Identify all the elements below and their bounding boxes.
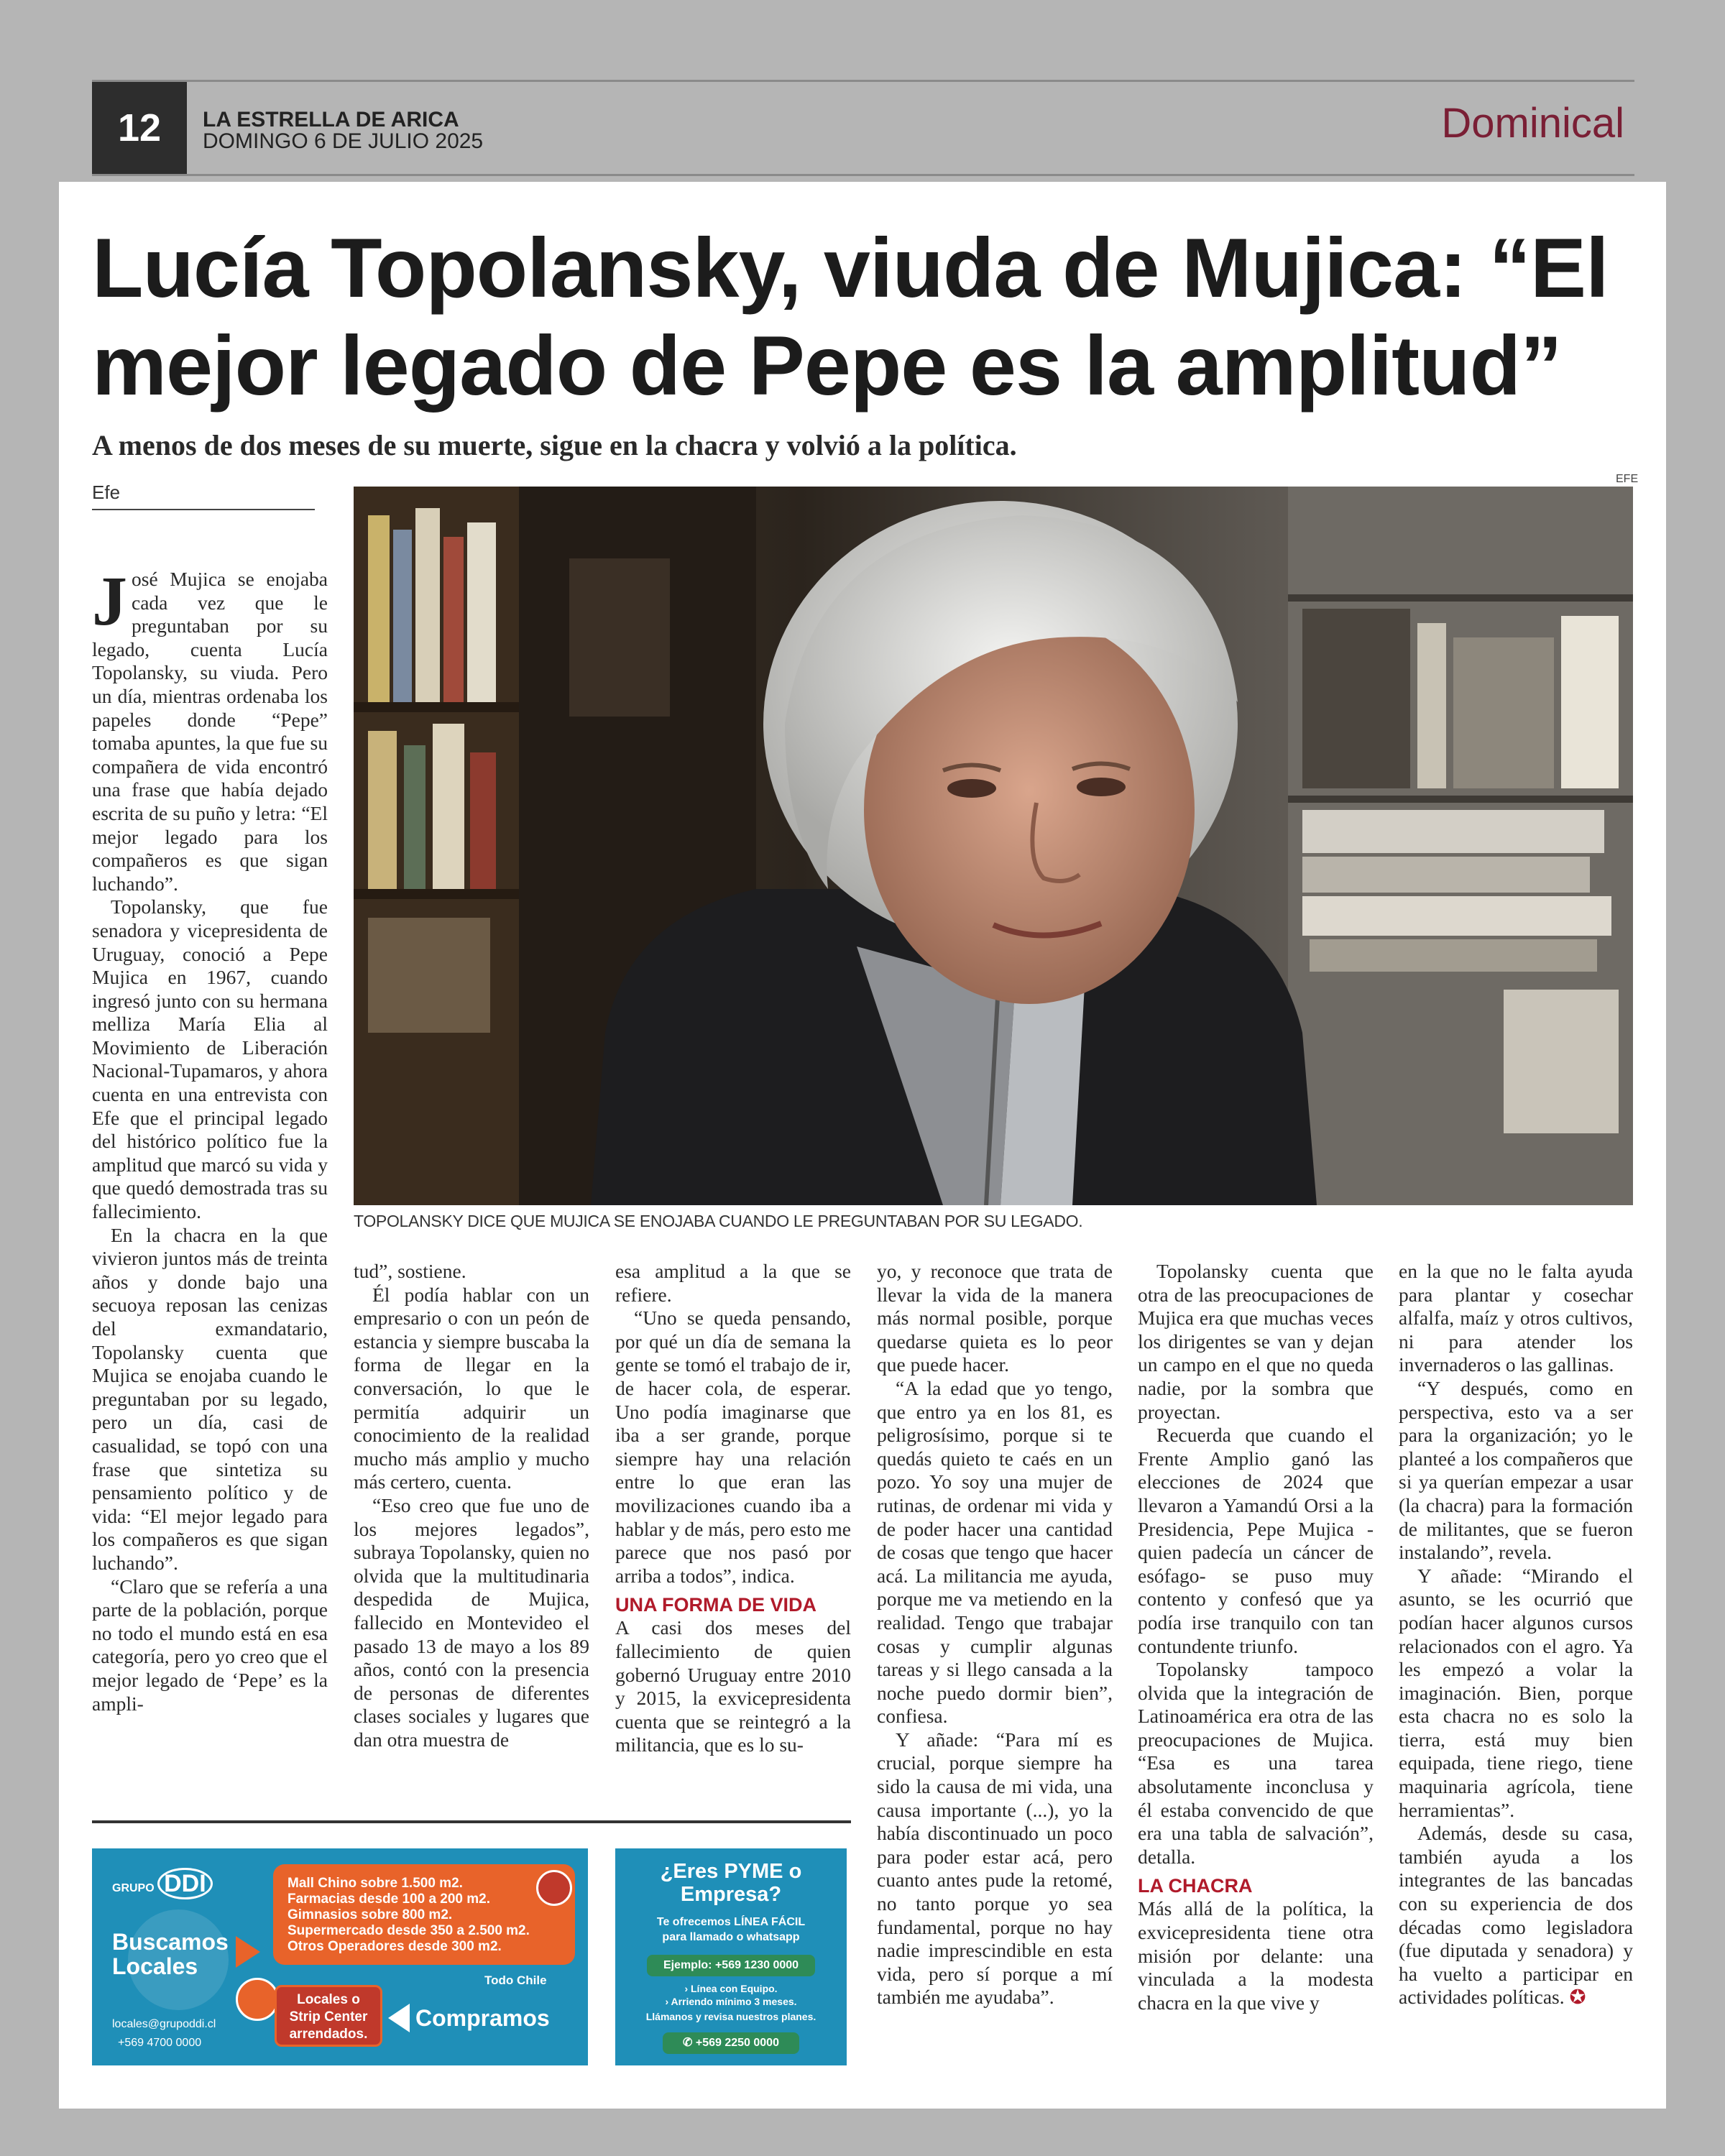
article-paragraph: esa amplitud a la que se refiere. [615,1260,851,1306]
pyme-call-text: Llámanos y revisa nuestros planes. [645,2011,816,2022]
pyme-phone-box[interactable] [663,2032,799,2054]
strip-center-line: arrendados. [289,2027,368,2042]
location-line: Farmacias desde 100 a 200 m2. [288,1892,491,1907]
chevron-right-icon: › [684,1983,691,1994]
page-number: 12 [92,82,187,174]
article-column-2 [354,1260,589,1751]
whatsapp-icon: ✆ [683,2037,696,2049]
ddi-advertisement[interactable] [92,1848,588,2065]
ddi-logo-text: DDI [157,1868,213,1899]
article-paragraph: “Claro que se refería a una parte de la población, porque no todo el mundo está en esa categoría, pero yo creo que el mejor legado de ‘Pepe’ es la ampli- [92,1575,328,1715]
map-pin-icon [536,1870,572,1906]
article-column-3 [615,1260,851,1757]
location-line: Mall Chino sobre 1.500 m2. [288,1876,463,1891]
arrow-right-icon [236,1936,260,1968]
subheadline: A menos de dos meses de su muerte, sigue en la chacra y volvió a la política. [92,429,1017,461]
article-paragraph: “Y después, como en perspectiva, esto va a ser para la organización; yo le planteé a los compañeros que si ya querían empezar a usar (la chacra) para la formación de militantes, que se fueron instalando”, revela. [1399,1376,1633,1564]
paper-name: LA ESTRELLA DE ARICA [203,108,459,132]
article-paragraph [1399,1822,1633,2009]
article-paragraph: Más allá de la política, la exvicepresidenta tiene otra misión por delante: una vinculada a la modesta chacra en la que vive y [1138,1897,1374,2014]
chevron-right-icon: › [665,1996,671,2007]
portrait-photo [354,487,1633,1205]
article-column-1 [92,563,328,1715]
ddi-logo [112,1870,213,1898]
pyme-title [615,1860,847,1906]
location-line: Supermercado desde 350 a 2.500 m2. [288,1923,530,1938]
location-line: Gimnasios sobre 800 m2. [288,1907,453,1922]
photo-caption: TOPOLANSKY DICE QUE MUJICA SE ENOJABA CUANDO LE PREGUNTABAN POR SU LEGADO. [354,1212,1083,1230]
end-mark-icon: ✪ [1569,1986,1586,2009]
pyme-example-box: Ejemplo: +569 1230 0000 [647,1955,815,1976]
article-paragraph: tud”, sostiene. [354,1260,466,1282]
locations-list-box [273,1864,575,1965]
ddi-logo-small: GRUPO [112,1882,155,1894]
drop-cap: J [92,563,127,640]
article-paragraph: En la chacra en la que vivieron juntos más de treinta años y donde bajo una secuoya reposan las cenizas del exmandatario, Topolansky cuenta que Mujica se enojaba cuando le preguntaban por su legado, pero un día, casi de casualidad, se topó con una frase que sintetiza su pensamiento político y de vida: “El mejor legado para los compañeros es que sigan luchando”. [92,1223,328,1574]
article-paragraph: Recuerda que cuando el Frente Amplio ganó las elecciones de 2024 que llevaron a Yamandú Orsi a la Presidencia, Pepe Mujica -quien padecía un cáncer de esófago- se puso muy contento y confesó que ya podía irse tranquilo con tan contundente triunfo. [1138,1424,1374,1657]
article-paragraph: Y añade: “Mirando el asunto, se les ocurrió que podían hacer algunos cursos relacionados con el agro. Ya les empezó a volar la imaginación. Bien, porque esta chacra no es solo la tierra, está muy bien equipada, tiene riego, tiene maquinaria agrícola, tiene herramientas”. [1399,1564,1633,1821]
pyme-title-line: Empresa? [680,1883,782,1906]
article-paragraph: yo, y reconoce que trata de llevar la vida de la manera más normal posible, porque quedarse quieta es lo peor que puede hacer. [877,1260,1113,1376]
article-paragraph: “Uno se queda pensando, por qué un día de semana la gente se tomó el trabajo de ir, de hacer cola, de esperar. Uno podía imaginarse que iba a ser grande, porque siempre hay una relación entre lo que eran las movilizaciones cuando iba a hablar y de más, pero esto me parece que nos pasó por arriba a todos”, indica. [615,1307,851,1587]
article-paragraph: “Eso creo que fue uno de los mejores legados”, subraya Topolansky, quien no olvida que la multitudinaria despedida de Mujica, fallecido en Montevideo el pasado 13 de mayo a los 89 años, contó con la presencia de personas de diferentes clases sociales y lugares que dan otra muestra de [354,1493,589,1751]
locales-title: Locales [112,1953,198,1979]
pyme-bullets [615,1982,847,2008]
article-paragraph [92,563,328,895]
headline: Lucía Topolansky, viuda de Mujica: “El mejor legado de Pepe es la amplitud” [92,221,1609,413]
pyme-offer [615,1915,847,1945]
article-paragraph: Topolansky, que fue senadora y vicepresidenta de Uruguay, conoció a Pepe Mujica en 1967, cuando ingresó junto con su hermana melliza María Elia al Movimiento de Liberación Nacional-Tupamaros, y ahora cuenta en una entrevista con Efe que el principal legado del histórico político fue la amplitud que marcó su vida y que quedó demostrada tras su fallecimiento. [92,895,328,1223]
ddi-email[interactable]: locales@grupoddi.cl [112,2018,216,2030]
strip-center-line: Locales o [297,1992,360,2007]
pyme-bullet [615,1995,847,2008]
pyme-offer-line: Te ofrecemos LÍNEA FÁCIL [656,1916,806,1928]
ddi-phone[interactable]: +569 4700 0000 [118,2037,202,2049]
header-rule-bottom [92,174,1634,176]
buscamos-title: Buscamos [112,1929,229,1955]
article-paragraph: “A la edad que yo tengo, que entro ya en los 81, es peligrosísimo, porque si te quedás quieto te caés en un pozo. Yo soy una mujer de rutinas, de ordenar mi vida y de poder hacer una cantidad de cosas que tengo que hacer acá. La militancia me ayuda, porque me va metiendo en la realidad. Tengo que trabajar cosas y cumplir algunas tareas y si llego cansada a la noche puedo dormir bien”, confiesa. [877,1376,1113,1728]
section-subheading: UNA FORMA DE VIDA [615,1594,816,1616]
section-name: Dominical [1441,100,1624,147]
article-column-4 [877,1260,1113,2009]
article-paragraph: A casi dos meses del fallecimiento de quien gobernó Uruguay entre 2010 y 2015, la exvicepresidenta cuenta que se reintegró a la militancia, que es lo su- [615,1616,851,1756]
article-paragraph: Él podía hablar con un empresario o con un peón de estancia y siempre buscaba la forma de llegar en la conversación, lo que le permitía adquirir un conocimiento de la realidad mucho más amplio y mucho más certero, cuenta. [354,1283,589,1493]
pyme-advertisement[interactable] [615,1848,847,2065]
article-column-5 [1138,1260,1374,2014]
byline: Efe [92,482,121,503]
pyme-bullet-text: Arriendo mínimo 3 meses. [671,1996,797,2007]
article-paragraph: Topolansky tampoco olvida que la integración de Latinoamérica era otra de las preocupaciones de Mujica. “Esa es una tarea absolutamente inconclusa y él estaba convencido de que era una tabla de salvación”, detalla. [1138,1658,1374,1868]
issue-date: DOMINGO 6 DE JULIO 2025 [203,129,484,153]
photo-credit: EFE [1616,473,1639,485]
paragraph-text: Además, desde su casa, también ayuda a los integrantes de las bancadas con su experiencia de dos décadas como legisladora (fue diputada y senadora) y ha vuelto a participar en actividades políticas. [1399,1822,1633,2009]
section-subheading: LA CHACRA [1138,1875,1253,1897]
pyme-bullet-text: Línea con Equipo. [691,1983,778,1994]
ad-divider-rule [92,1820,851,1823]
byline-rule [92,509,315,510]
strip-center-line: Strip Center [289,2009,368,2024]
location-line: Otros Operadores desde 300 m2. [288,1939,502,1954]
pyme-offer-line: para llamado o whatsapp [662,1931,800,1943]
compramos-label: Compramos [415,2005,550,2031]
arrow-left-icon [388,2004,410,2032]
article-paragraph: en la que no le falta ayuda para plantar y cosechar alfalfa, maíz y otros cultivos, ni para atender los invernaderos o las gallinas. [1399,1260,1633,1376]
article-column-6 [1399,1260,1633,2009]
strip-center-box [275,1985,382,2047]
article-paragraph: Y añade: “Para mí es crucial, porque siempre ha sido la causa de mi vida, una causa importante (...), yo la había discontinuado un poco para poder estar acá, pero cuanto antes pude la retomé, no tanto porque yo sea fundamental, porque no hay nadie imprescindible en esta vida, pero sí porque a mí también me ayudaba”. [877,1728,1113,2009]
paragraph-text: osé Mujica se enojaba cada vez que le preguntaban por su legado, cuenta Lucía Topolansky, su viuda. Pero un día, mientras ordenaba los papeles donde “Pepe” tomaba apuntes, la que fue su compañera de vida encontró una frase que había dejado escrita de su puño y letra: “El mejor legado para los compañeros es que sigan luchando”. [92,568,328,895]
todo-chile-label: Todo Chile [484,1973,547,1987]
article-paragraph: Topolansky cuenta que otra de las preocupaciones de Mujica era que muchas veces los dirigentes se van y dejan un campo en el que no queda nadie, por la sombra que proyectan. [1138,1260,1374,1423]
pyme-title-line: ¿Eres PYME o [660,1860,802,1883]
header-rule-top [92,80,1634,82]
pyme-bullet [615,1982,847,1995]
pyme-phone: +569 2250 0000 [695,2037,779,2049]
store-icon [236,1978,279,2021]
